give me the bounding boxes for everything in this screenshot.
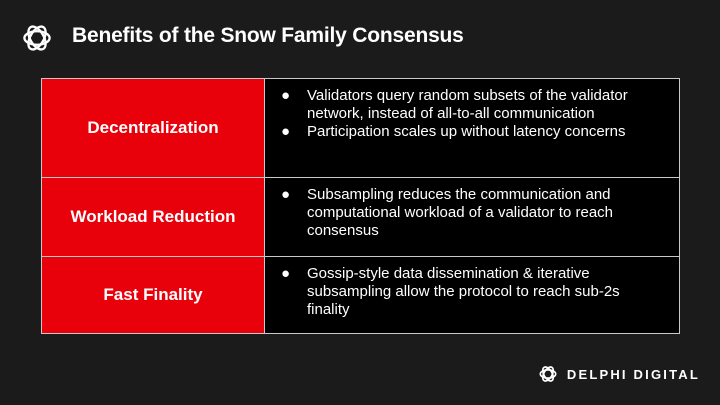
table-row: [42, 79, 680, 178]
bullet-dot-icon: ●: [281, 265, 291, 282]
bullet-text: Participation scales up without latency concerns: [307, 123, 626, 140]
bullet-text: Subsampling reduces the communication and computational workload of a validator to reach consensus: [307, 186, 614, 239]
table-row: [42, 178, 680, 257]
delphi-ring-logo-icon: [19, 20, 55, 56]
slide-title: Benefits of the Snow Family Consensus: [72, 24, 464, 47]
bullet-dot-icon: ●: [281, 186, 291, 203]
bullet-dot-icon: ●: [281, 87, 291, 104]
footer-brand-text: DELPHI DIGITAL: [566, 366, 700, 382]
bullet-list: [265, 257, 679, 319]
bullet-list: [265, 79, 679, 141]
bullet-item: [281, 186, 665, 240]
bullet-item: [281, 87, 665, 123]
bullet-text: Validators query random subsets of the validator network, instead of all-to-all communication: [307, 87, 628, 122]
table-row: [42, 257, 680, 334]
footer-brand: [537, 363, 700, 385]
bullet-dot-icon: ●: [281, 123, 291, 140]
benefit-label: Decentralization: [42, 79, 265, 178]
benefit-description: [265, 178, 680, 257]
bullet-text: Gossip-style data dissemination & iterative subsampling allow the protocol to reach sub-2s finality: [307, 265, 620, 318]
delphi-ring-logo-icon: [537, 363, 559, 385]
benefit-label: Fast Finality: [42, 257, 265, 334]
benefits-table: [41, 78, 680, 334]
bullet-list: [265, 178, 679, 240]
bullet-item: [281, 265, 665, 319]
benefit-description: [265, 257, 680, 334]
benefit-label: Workload Reduction: [42, 178, 265, 257]
bullet-item: [281, 123, 665, 141]
benefit-description: [265, 79, 680, 178]
